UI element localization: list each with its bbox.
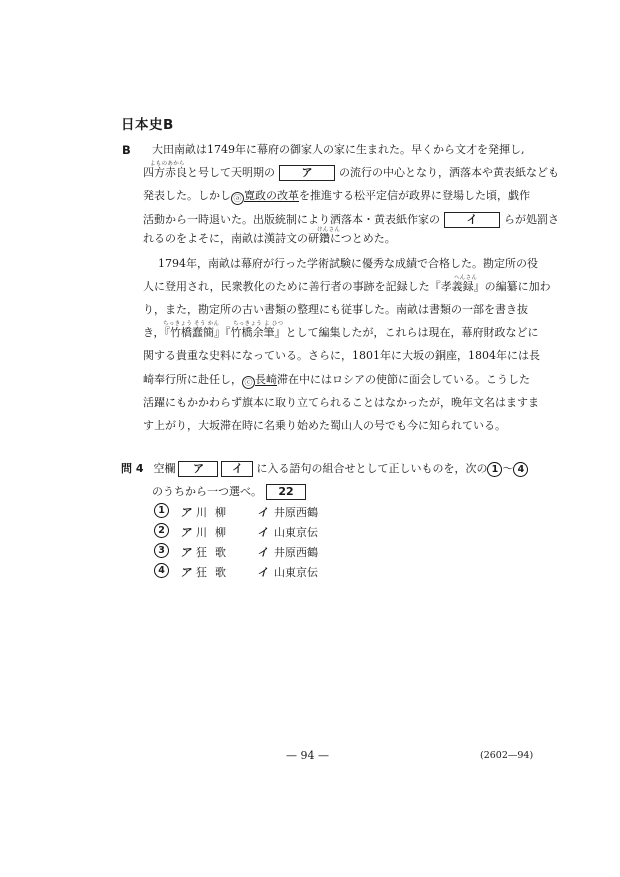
ruby-yomo: よものあから (150, 161, 185, 167)
passage-line (143, 349, 540, 363)
passage-line (143, 303, 528, 317)
underlined-term: 寛政の改革 (244, 189, 299, 202)
passage-line (143, 232, 396, 246)
question-text: 空欄 (153, 462, 176, 475)
blank-box-a: ア (178, 461, 218, 477)
passage-text: す上がり，大坂滞在時に名乗り始めた蜀山人の号でも今に知られている。 (143, 419, 506, 432)
ruby-hensan: へんさん (454, 275, 478, 281)
ruby-chikkyo: ちっきょう そう かん ちっきょう よ ひつ (163, 321, 284, 327)
passage-text: 関する貴重な史料になっている。さらに，1801年に大坂の銅座，1804年には長 (143, 349, 540, 362)
passage-line (143, 212, 559, 228)
choice-term-a: 狂歌 (196, 566, 234, 579)
answer-number-box: 22 (266, 484, 306, 500)
passage-line (158, 257, 538, 271)
passage-text: を推進する松平定信が政界に登場した頃，戯作 (299, 189, 530, 202)
passage-text: 大田南畝は1749年に幕府の御家人の家に生まれた。早くから文才を発揮し, (152, 143, 525, 156)
choice-term-i: 井原西鶴 (274, 546, 318, 559)
choice-term-a: 川柳 (196, 506, 234, 519)
choice-key-i: イ (257, 526, 268, 539)
passage-text: 発表した。しかし (143, 189, 231, 202)
ruby-kensan: けんさん (317, 227, 341, 233)
page-code: (2602—94) (480, 750, 534, 761)
underlined-term: 長崎 (255, 373, 277, 386)
passage-line (143, 396, 539, 410)
passage-line (143, 326, 539, 340)
choice-key-a: ア (180, 506, 191, 519)
passage-text: 活躍にもかかわらず旗本に取り立てられることはなかったが，晩年文名はますま (143, 396, 539, 409)
marker-c: ⓒ (242, 376, 255, 389)
section-label: B (122, 143, 131, 157)
choice-key-i: イ (257, 506, 268, 519)
passage-text: 人に登用され，民衆教化のために善行者の事跡を記録した『孝義録』の編纂に加わ (143, 280, 551, 293)
passage-text: 活動から一時退いた。出版統制により洒落本・黄表紙作家の (143, 213, 440, 226)
passage-text: 崎奉行所に赴任し， (143, 373, 242, 386)
choice-number-icon: 4 (513, 462, 528, 477)
choice-term-i: 井原西鶴 (274, 506, 318, 519)
passage-text: の流行の中心となり，洒落本や黄表紙なども (339, 166, 559, 179)
choice-term-a: 狂歌 (196, 546, 234, 559)
question-text: に入る語句の組合せとして正しいものを，次の (256, 462, 488, 475)
tilde: ～ (502, 462, 514, 475)
choice-key-a: ア (180, 546, 191, 559)
passage-text: 滞在中にはロシアの使節に面会している。こうした (277, 373, 530, 386)
passage-line (143, 373, 530, 389)
passage-text: 1794年，南畝は幕府が行った学術試験に優秀な成績で合格した。勘定所の役 (158, 257, 538, 270)
subject-title: 日本史B (121, 117, 174, 133)
choice-number-icon: 2 (154, 523, 169, 538)
choice-number-icon: 4 (154, 563, 169, 578)
passage-text: き，『竹橋蠢簡』『竹橋余筆』として編集したが，これらは現在，幕府財政などに (143, 326, 539, 339)
question-label: 問 4 (121, 462, 144, 475)
blank-box-i: イ (221, 461, 253, 477)
choice-number-icon: 1 (487, 462, 502, 477)
choice-number-icon: 1 (154, 503, 169, 518)
choice-term-i: 山東京伝 (274, 526, 318, 539)
choice-term-i: 山東京伝 (274, 566, 318, 579)
choice-key-a: ア (180, 566, 191, 579)
passage-line (143, 189, 530, 205)
choice-key-i: イ (257, 566, 268, 579)
choice-term-a: 川柳 (196, 526, 234, 539)
blank-box-a: ア (279, 165, 335, 181)
passage-text: り，また，勘定所の古い書類の整理にも従事した。南畝は書類の一部を書き抜 (143, 303, 528, 316)
passage-line (143, 165, 559, 181)
passage-text: れるのをよそに，南畝は漢詩文の研鑽につとめた。 (143, 232, 396, 245)
marker-a: ⓐ (231, 192, 244, 205)
question-text: のうちから一つ選べ。 (152, 485, 262, 498)
question-line (121, 461, 528, 477)
passage-line (143, 280, 551, 294)
choice-key-i: イ (257, 546, 268, 559)
blank-box-i: イ (444, 212, 500, 228)
passage-text: らが処罰さ (504, 213, 559, 226)
page-number: — 94 — (286, 749, 329, 762)
question-line (152, 484, 306, 500)
passage-line (152, 143, 525, 157)
choice-key-a: ア (180, 526, 191, 539)
passage-text: 四方赤良と号して天明期の (143, 166, 275, 179)
passage-line (143, 419, 506, 433)
choice-number-icon: 3 (154, 543, 169, 558)
